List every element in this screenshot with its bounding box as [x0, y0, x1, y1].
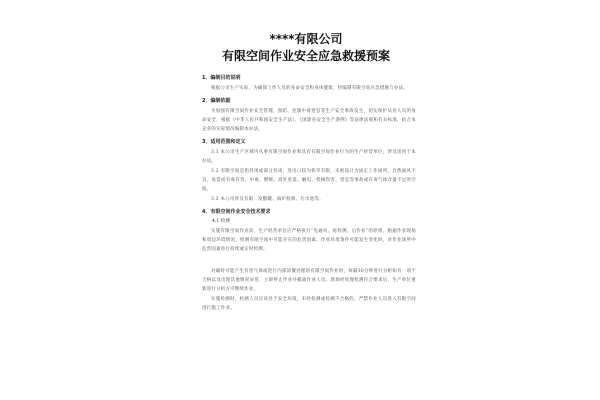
section-paragraph: 根据公司生产实际，为确保工作人员的身命安全和身体健康，特编制有限空间应急措施与办法。: [211, 86, 409, 91]
section-heading-technical: 4．有限空间作业安全技术要求: [202, 209, 271, 215]
company-title: ****有限公司: [269, 32, 343, 46]
paragraph-gap: [196, 255, 416, 267]
section-paragraph: 3.1 本公司生产区域内从事有限空间作业和具有有限空间作业行为的生产经营单位，涉及适用于本办法。: [202, 150, 416, 164]
section-paragraph: 实施检测时，检测人员应该处于安全环境，未经检测或检测不合格的，严禁作业人员进入有限空间进行施工作业。: [202, 297, 416, 311]
section-heading-scope: 3．适用范围和定义: [202, 139, 246, 145]
section-paragraph: 为加强有限空间作业安全管理，预防、控制中毒窒息等生产安全事故发生，切实保护从业人员的身命安全，根据《中华人民共和国安全生产法》、《国建省安全生产条例》等法律法规和有关标准，结合本企业的实际情况编制本办法。: [202, 109, 416, 132]
section-paragraph: 3.2 有限空间是指封闭或部分封闭，进出口较为狭窄有限，未被设计为固定工作场所，自然通风不良，易造成有毒有害、中毒、燃爆、高处坠落、触电、机械伤害、窒息等事故或有毒气体含量不足的空间。: [202, 169, 416, 192]
section-paragraph: 对确时可能产生有害气体或进行内部涂覆处理的有限空间作业时，每隔30分钟进行分析如有一项不合格以及出现其他情况异常，立即停止作业并撤离作业人员。现场经处理检测符合要求后，生产单位重新进行分析方可继续作业。: [202, 269, 416, 292]
section-paragraph: 3.3 本公司涉及有限：发酵罐、锅炉检修、污水池等。: [211, 197, 324, 202]
subsection-heading-detection: 4.1 检测: [212, 219, 230, 224]
plan-title: 有限空间作业安全应急救援预案: [221, 49, 390, 63]
document-body: [196, 32, 416, 314]
section-heading-purpose: 1．编制目的说明: [202, 75, 241, 81]
section-heading-basis: 2．编制依据: [202, 98, 231, 104]
section-paragraph: 实施有限空间作业前，生产经营单位应严格执行“先通风、再检测、后作业”的原则。根据作业现场和周边环境情况，检测有限空间中可能存在的危害因素。作业环境条件可能发生变化时，对作业场所中危害因素进行持续或定时检测。: [202, 229, 416, 252]
